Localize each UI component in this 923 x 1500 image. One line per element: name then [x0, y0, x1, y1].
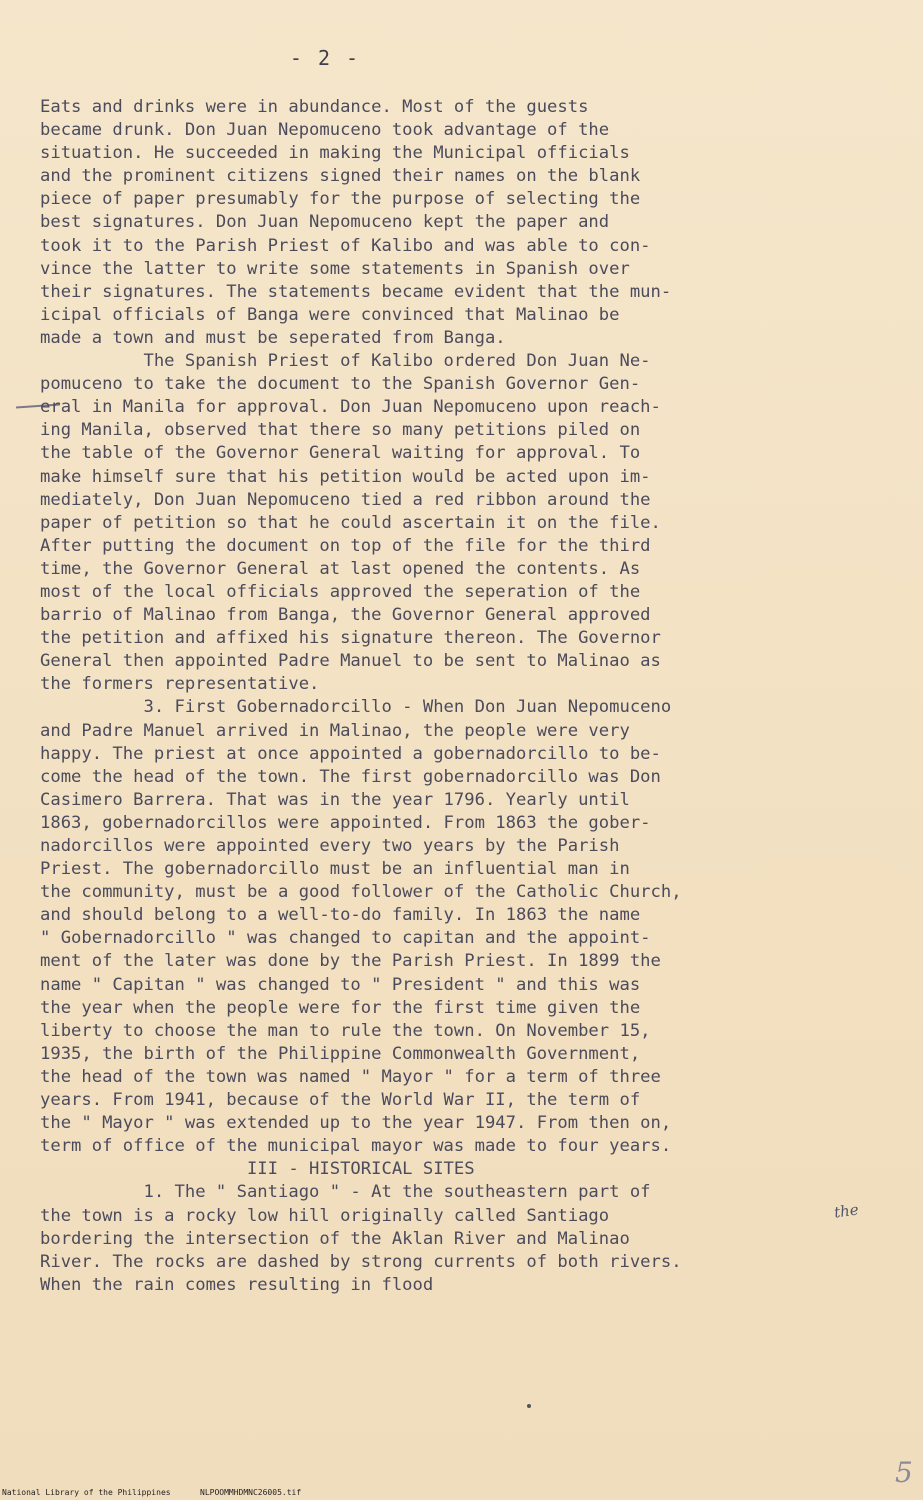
- text-line: made a town and must be seperated from Banga.: [40, 327, 506, 348]
- text-line: the year when the people were for the first time given the: [40, 997, 641, 1018]
- text-line: barrio of Malinao from Banga, the Governor General approved: [40, 605, 651, 626]
- text-line: Eats and drinks were in abundance. Most of the guests: [40, 97, 589, 117]
- text-line: ment of the later was done by the Parish Priest. In 1899 the: [40, 951, 661, 972]
- text-line: vince the latter to write some statements in Spanish over: [40, 258, 630, 279]
- handwritten-note: the: [832, 1200, 860, 1222]
- footer-library-credit: National Library of the Philippines: [2, 1488, 171, 1497]
- text-line: and should belong to a well-to-do family. In 1863 the name: [40, 905, 641, 926]
- text-line: their signatures. The statements became evident that the mun-: [40, 281, 672, 302]
- text-line: Casimero Barrera. That was in the year 1796. Yearly until: [40, 789, 630, 810]
- text-line: 1935, the birth of the Philippine Commonwealth Government,: [40, 1043, 641, 1064]
- text-line: General then appointed Padre Manuel to be sent to Malinao as: [40, 651, 661, 672]
- text-line: bordering the intersection of the Aklan River and Malinao: [40, 1228, 630, 1249]
- text-line: mediately, Don Juan Nepomuceno tied a red ribbon around the: [40, 489, 651, 510]
- text-line: After putting the document on top of the file for the third: [40, 535, 651, 556]
- text-line: and Padre Manuel arrived in Malinao, the people were very: [40, 720, 630, 741]
- text-line: best signatures. Don Juan Nepomuceno kept the paper and: [40, 212, 610, 233]
- text-line: liberty to choose the man to rule the town. On November 15,: [40, 1020, 651, 1041]
- text-line: 1863, gobernadorcillos were appointed. From 1863 the gober-: [40, 812, 651, 833]
- text-line: Priest. The gobernadorcillo must be an influential man in: [40, 859, 630, 880]
- text-line: River. The rocks are dashed by strong currents of both rivers.: [40, 1251, 682, 1272]
- text-line: " Gobernadorcillo " was changed to capitan and the appoint-: [40, 928, 651, 949]
- text-line: time, the Governor General at last opened the contents. As: [40, 558, 641, 579]
- page-number: - 2 -: [289, 46, 361, 70]
- text-line: paper of petition so that he could ascertain it on the file.: [40, 512, 661, 533]
- corner-page-number: 5: [895, 1456, 913, 1489]
- text-line: the town is a rocky low hill originally called Santiago: [40, 1205, 610, 1226]
- text-line: the formers representative.: [40, 674, 320, 695]
- text-line: 1. The " Santiago " - At the southeastern part of: [40, 1182, 651, 1203]
- text-line: the head of the town was named " Mayor " for a term of three: [40, 1066, 661, 1087]
- text-line: name " Capitan " was changed to " President " and this was: [40, 974, 641, 995]
- text-line: come the head of the town. The first gobernadorcillo was Don: [40, 766, 661, 787]
- text-line: pomuceno to take the document to the Spanish Governor Gen-: [40, 374, 641, 395]
- text-line: situation. He succeeded in making the Municipal officials: [40, 143, 630, 164]
- text-line: III - HISTORICAL SITES: [40, 1159, 475, 1180]
- text-line: happy. The priest at once appointed a gobernadorcillo to be-: [40, 743, 661, 764]
- text-line: When the rain comes resulting in flood: [40, 1274, 434, 1295]
- text-line: became drunk. Don Juan Nepomuceno took advantage of the: [40, 120, 610, 141]
- text-line: years. From 1941, because of the World War II, the term of: [40, 1090, 641, 1111]
- text-line: 3. First Gobernadorcillo - When Don Juan Nepomuceno: [40, 697, 672, 718]
- text-line: the table of the Governor General waiting for approval. To: [40, 443, 641, 464]
- text-line: the " Mayor " was extended up to the year 1947. From then on,: [40, 1113, 672, 1134]
- text-line: term of office of the municipal mayor was made to four years.: [40, 1136, 672, 1157]
- text-line: most of the local officials approved the seperation of the: [40, 581, 641, 602]
- ink-dot: [527, 1404, 531, 1408]
- text-line: the community, must be a good follower of the Catholic Church,: [40, 882, 682, 903]
- text-line: icipal officials of Banga were convinced that Malinao be: [40, 304, 620, 325]
- text-line: eral in Manila for approval. Don Juan Nepomuceno upon reach-: [40, 397, 661, 418]
- text-line: nadorcillos were appointed every two years by the Parish: [40, 836, 620, 856]
- text-line: and the prominent citizens signed their names on the blank: [40, 166, 641, 187]
- text-line: the petition and affixed his signature thereon. The Governor: [40, 628, 661, 649]
- typed-body-text: [40, 96, 910, 1297]
- text-line: took it to the Parish Priest of Kalibo and was able to con-: [40, 235, 651, 256]
- text-line: ing Manila, observed that there so many petitions piled on: [40, 420, 641, 441]
- footer-filename: NLPOOMMHDMNC26005.tif: [200, 1488, 302, 1497]
- text-line: make himself sure that his petition would be acted upon im-: [40, 466, 651, 487]
- text-line: The Spanish Priest of Kalibo ordered Don Juan Ne-: [40, 351, 651, 372]
- text-line: piece of paper presumably for the purpose of selecting the: [40, 189, 641, 210]
